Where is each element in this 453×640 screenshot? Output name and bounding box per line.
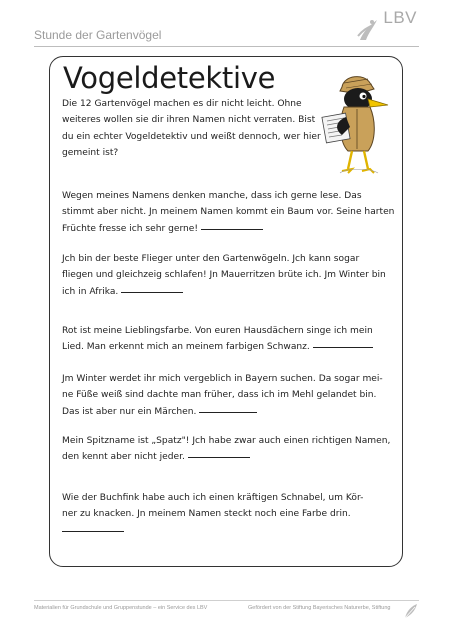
text-fragment: den kennt aber nicht jeder. [62,452,185,463]
logo-text: LBV [383,8,417,27]
page-footer [34,600,419,640]
riddle-5 [62,433,390,466]
riddle-1 [62,188,394,237]
answer-blank[interactable] [201,229,263,230]
text-fragment: ich in Afrika. [62,286,119,297]
text-line: fliegen und gleichzeig schlafen! Jn Mauerritzen brüte ich. Jm Winter bin [62,270,386,281]
detective-raven-illustration [318,69,396,179]
worksheet-box [49,56,403,567]
text-line-with-answer [62,404,383,420]
answer-blank[interactable] [62,531,124,532]
riddle-6 [62,490,363,539]
intro-paragraph [62,96,321,161]
text-fragment: Lied. Man erkennt mich an meinem farbigen Schwanz. [62,342,310,353]
text-line: Jm Winter werdet ihr mich vergeblich in Bayern suchen. Da sogar mei- [62,374,383,384]
text-line: ner zu knacken. Jn meinem Namen steckt noch eine Farbe drin. [62,509,351,520]
text-line: du ein echter Vogeldetektiv und weißt dennoch, wer hier [62,131,321,142]
text-fragment: Früchte fresse ich sehr gerne! [62,223,199,234]
text-line: stimmt aber nicht. Jn meinem Namen kommt ein Baum vor. Seine harten [62,207,395,218]
riddle-2 [62,251,386,300]
lbv-logo [357,4,417,44]
lbv-bird-icon [357,16,379,42]
text-line: ne Füße weiß sind dachte man früher, dass ich im Mehl gelandet bin. [62,390,377,401]
text-line: Jch bin der beste Flieger unter den Gartenwögeln. Jch kann sogar [62,254,360,264]
text-line-with-answer [62,221,394,237]
foundation-leaf-icon [403,602,419,620]
text-line: Rot ist meine Lieblingsfarbe. Von euren Hausdächern singe ich mein [62,326,373,336]
text-line: Die 12 Gartenvögel machen es dir nicht leicht. Ohne [62,99,302,109]
answer-blank[interactable] [199,412,257,413]
header-divider [34,46,419,47]
answer-blank[interactable] [313,347,373,348]
text-line: gemeint ist? [62,147,119,158]
footer-right-text: Gefördert von der Stiftung Bayerisches Naturerbe, Stiftung [248,605,391,611]
text-line-with-answer [62,284,386,300]
footer-left-text: Materialien für Grundschule und Gruppenstunde – ein Service des LBV [34,605,208,611]
riddle-4 [62,371,383,420]
worksheet-title: Vogeldetektive [63,61,276,95]
riddle-3 [62,323,373,356]
answer-blank[interactable] [188,457,250,458]
text-line-with-answer [62,523,363,539]
text-line: weiteres wollen sie dir ihren Namen nicht verraten. Bist [62,115,316,126]
header-title: Stunde der Gartenvögel [34,28,162,42]
text-fragment: Das ist aber nur ein Märchen. [62,406,197,417]
text-line-with-answer [62,449,390,465]
answer-blank[interactable] [121,292,183,293]
text-line: Mein Spitzname ist „Spatz"! Jch habe zwar auch einen richtigen Namen, [62,436,391,446]
text-line: Wie der Buchfink habe auch ich einen kräftigen Schnabel, um Kör- [62,493,364,503]
footer-divider [34,600,419,601]
page-header [34,0,419,52]
text-line: Wegen meines Namens denken manche, dass ich gerne lese. Das [62,191,362,201]
text-line-with-answer [62,339,373,355]
